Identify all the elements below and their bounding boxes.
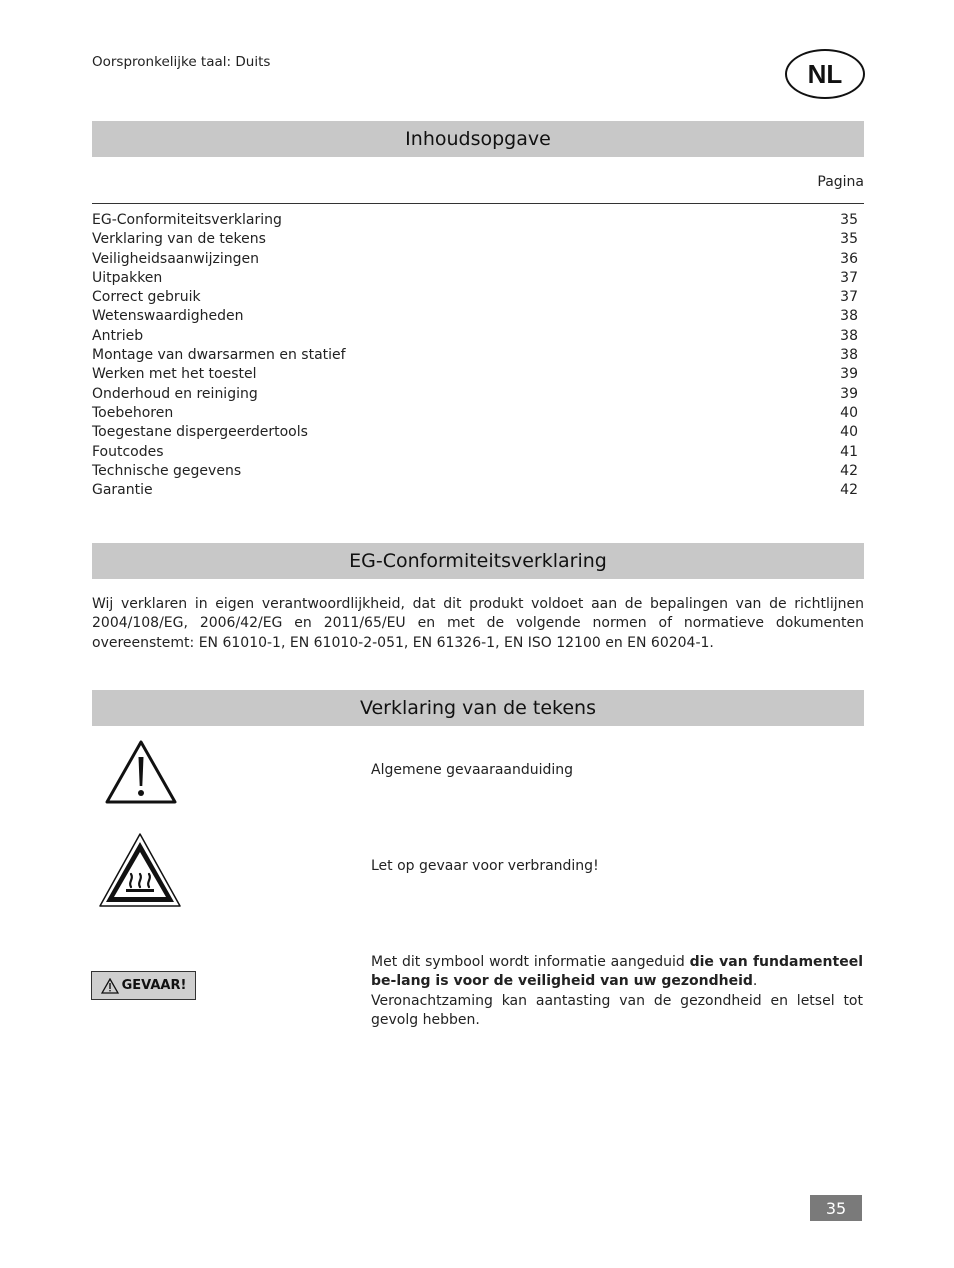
toc-entry-label: Toegestane dispergeerdertools — [92, 424, 308, 441]
conformity-text: Wij verklaren in eigen verantwoordlijkheid, dat dit produkt voldoet aan de bepalingen van de richtlijnen 2004/108/EG, 2006/42/EG en 2011/65/EU en met de volgende normen of normatieve dokumenten overeenstemt: EN 61010-1, EN 61010-2-051, EN 61326-1, EN ISO 12100 en EN 60204-1. — [92, 596, 864, 651]
toc-entry-page: 37 — [840, 289, 858, 306]
toc-entry — [92, 269, 858, 288]
toc-entry — [92, 211, 858, 230]
language-badge: NL — [785, 49, 865, 99]
general-warning-text: Algemene gevaaraanduiding — [371, 762, 574, 778]
toc-entry — [92, 423, 858, 442]
toc-entry-page: 42 — [840, 462, 858, 479]
toc-entry — [92, 346, 858, 365]
page-number: 35 — [810, 1195, 862, 1221]
toc-entry — [92, 327, 858, 346]
toc-entry — [92, 404, 858, 423]
toc-entry-page: 35 — [840, 212, 858, 228]
danger-description — [371, 953, 863, 1030]
danger-label-text: GEVAAR! — [121, 978, 187, 993]
toc-entry-page: 35 — [840, 231, 858, 248]
symbols-title-band — [92, 690, 864, 726]
toc-entry-label: Foutcodes — [92, 443, 164, 460]
toc-entry-label: Onderhoud en reiniging — [92, 385, 258, 402]
symbols-title: Verklaring van de tekens — [359, 697, 597, 719]
toc-entry-label: Uitpakken — [92, 269, 163, 286]
toc-entry-page: 40 — [840, 404, 858, 421]
toc-entry — [92, 462, 858, 481]
toc-entry-page: 39 — [840, 385, 858, 402]
danger-label — [91, 971, 196, 1000]
conformity-title: EG-Conformiteitsverklaring — [349, 550, 607, 572]
conformity-title-band — [92, 543, 864, 579]
toc-entry — [92, 385, 858, 404]
warning-triangle-icon — [101, 978, 119, 994]
original-language-note: Oorspronkelijke taal: Duits — [92, 54, 271, 70]
toc-entry-page: 42 — [840, 482, 858, 499]
toc-entry-label: Montage van dwarsarmen en statief — [92, 347, 346, 364]
toc-entry-page: 41 — [840, 443, 858, 460]
hot-surface-icon — [98, 832, 182, 908]
toc-divider — [92, 203, 864, 204]
toc-entry — [92, 288, 858, 307]
general-warning-icon — [104, 739, 178, 805]
toc-entry-page: 37 — [840, 269, 858, 286]
toc-entry-page: 36 — [840, 250, 858, 267]
toc-list — [92, 211, 858, 500]
toc-entry-label: Verklaring van de tekens — [92, 231, 266, 248]
toc-entry-label: Toebehoren — [92, 404, 174, 421]
toc-entry-page: 38 — [840, 308, 858, 325]
toc-entry — [92, 230, 858, 249]
toc-entry-label: EG-Conformiteitsverklaring — [92, 212, 282, 228]
toc-entry — [92, 307, 858, 326]
toc-entry — [92, 443, 858, 462]
toc-entry-page: 39 — [840, 366, 858, 383]
toc-entry-label: Correct gebruik — [92, 289, 201, 306]
danger-text-intro: Met dit symbool wordt informatie aangeduid — [371, 954, 690, 970]
toc-entry — [92, 250, 858, 269]
toc-entry — [92, 365, 858, 384]
toc-title: Inhoudsopgave — [405, 128, 551, 150]
toc-entry-label: Veiligheidsaanwijzingen — [92, 250, 259, 267]
toc-entry-page: 40 — [840, 424, 858, 441]
toc-entry-page: 38 — [840, 327, 858, 344]
toc-entry-label: Technische gegevens — [92, 462, 242, 479]
danger-text-consequence: Veronachtzaming kan aantasting van de gezondheid en letsel tot gevolg hebben. — [371, 992, 863, 1028]
danger-text-emphasis: die van fundamenteel be-lang is voor de veiligheid van uw gezondheid — [371, 954, 863, 990]
toc-entry-label: Antrieb — [92, 327, 144, 344]
toc-entry-label: Garantie — [92, 482, 153, 499]
toc-entry — [92, 481, 858, 500]
toc-entry-label: Werken met het toestel — [92, 366, 257, 383]
danger-text-period: . — [752, 973, 758, 990]
burn-warning-text: Let op gevaar voor verbranding! — [371, 858, 599, 874]
toc-entry-label: Wetenswaardigheden — [92, 308, 244, 325]
toc-page-label: Pagina — [817, 174, 864, 190]
toc-title-band — [92, 121, 864, 157]
toc-entry-page: 38 — [840, 347, 858, 364]
